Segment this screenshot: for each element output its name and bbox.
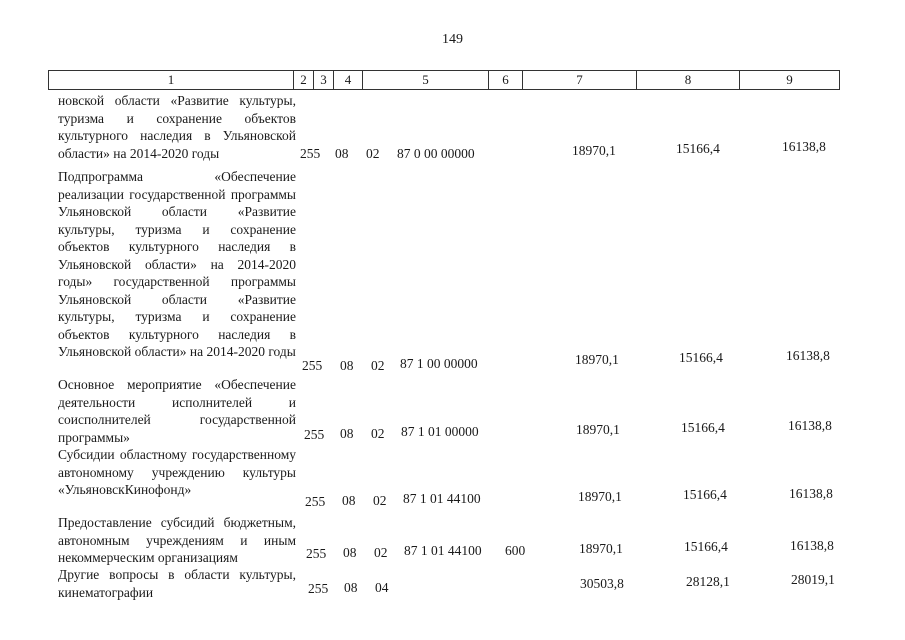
row-code-subchapter: 04 bbox=[375, 580, 389, 595]
row-code-target: 87 1 01 44100 bbox=[404, 543, 482, 558]
row-code-section: 255 bbox=[300, 146, 321, 161]
row-code-subchapter: 02 bbox=[373, 493, 387, 508]
row-code-type: 600 bbox=[505, 543, 526, 558]
row-code-section: 255 bbox=[304, 427, 325, 442]
row-value-col9: 16138,8 bbox=[790, 538, 834, 553]
row-code-section: 255 bbox=[306, 546, 327, 561]
row-code-target: 87 1 01 44100 bbox=[403, 491, 481, 506]
row-value-col9: 16138,8 bbox=[786, 348, 830, 363]
table-row-description: Субсидии областному государственному автономному учреждению культуры «УльяновскКинофонд» bbox=[58, 447, 296, 497]
header-col-5: 5 bbox=[363, 71, 489, 89]
page-number: 149 bbox=[442, 32, 463, 47]
row-value-col7: 18970,1 bbox=[579, 541, 623, 556]
row-code-section: 255 bbox=[305, 494, 326, 509]
row-value-col9: 16138,8 bbox=[782, 139, 826, 154]
row-value-col7: 30503,8 bbox=[580, 576, 624, 591]
row-value-col8: 28128,1 bbox=[686, 574, 730, 589]
row-code-chapter: 08 bbox=[342, 493, 356, 508]
row-code-chapter: 08 bbox=[335, 146, 349, 161]
row-code-chapter: 08 bbox=[344, 580, 358, 595]
header-col-6: 6 bbox=[489, 71, 523, 89]
row-value-col9: 16138,8 bbox=[788, 418, 832, 433]
row-value-col8: 15166,4 bbox=[683, 487, 727, 502]
row-code-target: 87 1 00 00000 bbox=[400, 356, 478, 371]
header-col-1: 1 bbox=[49, 71, 294, 89]
row-code-subchapter: 02 bbox=[374, 545, 388, 560]
row-code-section: 255 bbox=[302, 358, 323, 373]
row-code-subchapter: 02 bbox=[371, 358, 385, 373]
row-code-section: 255 bbox=[308, 581, 329, 596]
row-code-target: 87 0 00 00000 bbox=[397, 146, 475, 161]
row-value-col8: 15166,4 bbox=[676, 141, 720, 156]
header-col-8: 8 bbox=[637, 71, 740, 89]
row-value-col8: 15166,4 bbox=[681, 420, 725, 435]
row-code-subchapter: 02 bbox=[366, 146, 380, 161]
row-value-col7: 18970,1 bbox=[575, 352, 619, 367]
table-row-description: Подпрограмма «Обеспечение реализации государственной программы Ульяновской области «Развитие культуры, туризма и сохранение объектов культурного наследия в Ульяновской области» на 2014-2020 годы» государственной программы Ульяновской области «Развитие культуры, туризма и сохранение объектов культурного наследия в Ульяновской области» на 2014-2020 годы bbox=[58, 169, 296, 359]
table-row-description: новской области «Развитие культуры, туризма и сохранение объектов культурного наследия в Ульяновской области» на 2014-2020 годы bbox=[58, 93, 296, 161]
row-code-chapter: 08 bbox=[340, 358, 354, 373]
header-col-3: 3 bbox=[314, 71, 334, 89]
header-col-7: 7 bbox=[523, 71, 637, 89]
row-code-target: 87 1 01 00000 bbox=[401, 424, 479, 439]
table-header bbox=[48, 70, 840, 90]
row-value-col9: 28019,1 bbox=[791, 572, 835, 587]
header-col-4: 4 bbox=[334, 71, 363, 89]
row-value-col9: 16138,8 bbox=[789, 486, 833, 501]
row-value-col7: 18970,1 bbox=[572, 143, 616, 158]
table-row-description: Основное мероприятие «Обеспечение деятельности исполнителей и соисполнителей государственной программы» bbox=[58, 377, 296, 445]
table-row-description: Другие вопросы в области культуры, кинематографии bbox=[58, 567, 296, 600]
row-value-col8: 15166,4 bbox=[684, 539, 728, 554]
row-value-col7: 18970,1 bbox=[578, 489, 622, 504]
row-value-col7: 18970,1 bbox=[576, 422, 620, 437]
row-code-chapter: 08 bbox=[340, 426, 354, 441]
row-code-subchapter: 02 bbox=[371, 426, 385, 441]
row-value-col8: 15166,4 bbox=[679, 350, 723, 365]
table-row-description: Предоставление субсидий бюджетным, автономным учреждениям и иным некоммерческим организациям bbox=[58, 515, 296, 565]
row-code-chapter: 08 bbox=[343, 545, 357, 560]
header-col-2: 2 bbox=[294, 71, 314, 89]
header-col-9: 9 bbox=[786, 72, 793, 87]
